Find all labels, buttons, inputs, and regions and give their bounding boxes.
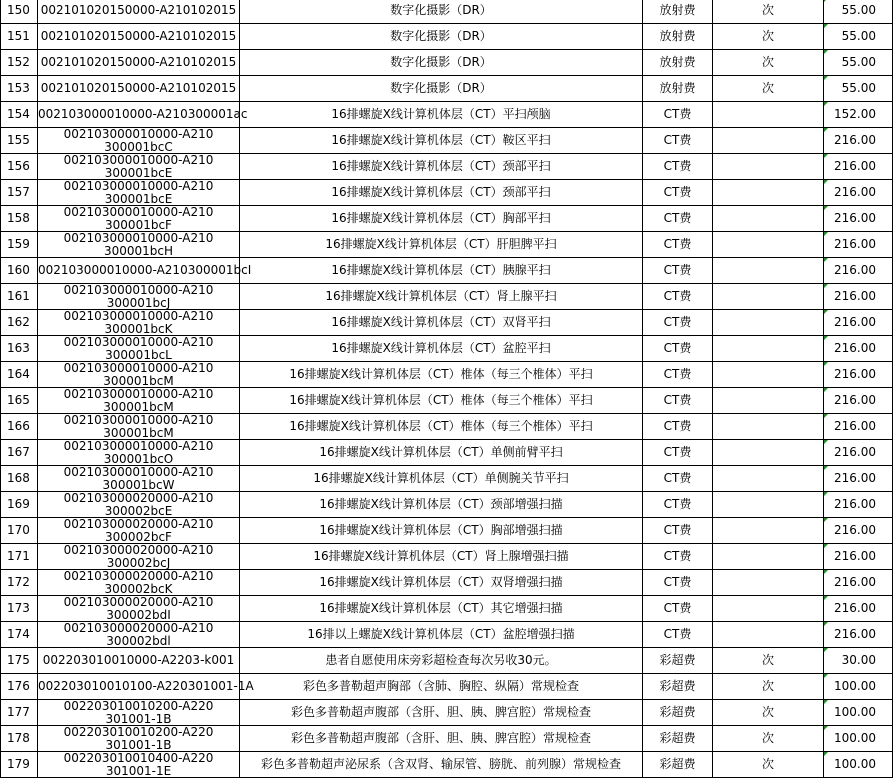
item-code-cell[interactable]: 002101020150000-A210102015	[38, 76, 240, 102]
table-row[interactable]	[1, 648, 893, 674]
item-name-cell[interactable]: 彩色多普勒超声胸部（含肺、胸腔、纵隔）常规检查	[240, 674, 643, 700]
item-code-cell[interactable]	[38, 232, 240, 258]
unit-cell[interactable]	[713, 284, 824, 310]
item-code-cell[interactable]: 002103000010000-A210300001ac	[38, 102, 240, 128]
table-row[interactable]	[1, 752, 893, 778]
price-cell[interactable]: 216.00	[824, 180, 893, 206]
item-code-text: 002103000010000-A210300001bcM	[63, 413, 214, 440]
price-cell[interactable]: 216.00	[824, 440, 893, 466]
row-index-cell[interactable]: 157	[1, 180, 38, 206]
unit-cell[interactable]	[713, 544, 824, 570]
price-cell[interactable]: 152.00	[824, 102, 893, 128]
unit-cell[interactable]: 次	[713, 24, 824, 50]
row-index-cell[interactable]: 178	[1, 726, 38, 752]
item-code-cell[interactable]	[38, 544, 240, 570]
unit-cell[interactable]	[713, 102, 824, 128]
item-name-cell[interactable]: 患者自愿使用床旁彩超检查每次另收30元。	[240, 648, 643, 674]
item-code-text: 002103000010000-A210300001bcC	[63, 127, 214, 154]
price-cell[interactable]: 216.00	[824, 362, 893, 388]
table-row[interactable]	[1, 362, 893, 388]
row-index-cell[interactable]: 155	[1, 128, 38, 154]
item-code-cell[interactable]	[38, 206, 240, 232]
item-code-cell[interactable]	[38, 414, 240, 440]
row-index-cell[interactable]: 174	[1, 622, 38, 648]
fee-category-cell[interactable]: CT费	[643, 232, 713, 258]
item-code-cell[interactable]	[38, 570, 240, 596]
price-cell[interactable]: 100.00	[824, 726, 893, 752]
item-name-cell[interactable]: 彩色多普勒超声泌尿系（含双肾、输尿管、膀胱、前列腺）常规检查	[240, 752, 643, 778]
table-row[interactable]	[1, 180, 893, 206]
price-cell[interactable]: 216.00	[824, 336, 893, 362]
item-code-cell[interactable]: 002103000010000-A210300001bcI	[38, 258, 240, 284]
item-code-text: 002103000010000-A210300001bcL	[63, 335, 214, 362]
table-row[interactable]	[1, 310, 893, 336]
item-code-text: 002103000010000-A210300001bcW	[63, 465, 214, 492]
item-code-text: 002103000010000-A210300001bcM	[63, 387, 214, 414]
price-cell[interactable]: 216.00	[824, 310, 893, 336]
unit-cell[interactable]: 次	[713, 752, 824, 778]
row-index-cell[interactable]: 154	[1, 102, 38, 128]
row-index-cell[interactable]: 156	[1, 154, 38, 180]
item-code-text: 002103000020000-A210300002bcK	[63, 569, 214, 596]
fee-category-cell[interactable]: 放射费	[643, 76, 713, 102]
row-index-cell[interactable]: 165	[1, 388, 38, 414]
price-cell[interactable]: 216.00	[824, 570, 893, 596]
fee-category-cell[interactable]: 放射费	[643, 24, 713, 50]
item-code-cell[interactable]: 002101020150000-A210102015	[38, 24, 240, 50]
item-code-text: 002103000020000-A210300002bcJ	[63, 543, 214, 570]
item-name-cell[interactable]: 彩色多普勒超声腹部（含肝、胆、胰、脾宫腔）常规检查	[240, 726, 643, 752]
unit-cell[interactable]	[713, 622, 824, 648]
item-code-text: 002203010010200-A220301001-1B	[63, 699, 214, 726]
item-name-cell[interactable]: 16排螺旋X线计算机体层（CT）椎体（每三个椎体）平扫	[240, 388, 643, 414]
unit-cell[interactable]	[713, 180, 824, 206]
price-cell[interactable]: 216.00	[824, 232, 893, 258]
unit-cell[interactable]: 次	[713, 76, 824, 102]
fee-category-cell[interactable]: CT费	[643, 206, 713, 232]
item-name-cell[interactable]: 16排螺旋X线计算机体层（CT）单侧前臂平扫	[240, 440, 643, 466]
price-cell[interactable]: 55.00	[824, 0, 893, 24]
item-code-cell[interactable]	[38, 596, 240, 622]
row-index-cell[interactable]: 153	[1, 76, 38, 102]
item-name-cell[interactable]: 16排螺旋X线计算机体层（CT）胰腺平扫	[240, 258, 643, 284]
fee-category-cell[interactable]: CT费	[643, 414, 713, 440]
row-index-cell[interactable]: 173	[1, 596, 38, 622]
item-name-cell[interactable]: 16排螺旋X线计算机体层（CT）颈部平扫	[240, 154, 643, 180]
table-row[interactable]	[1, 154, 893, 180]
item-code-cell[interactable]	[38, 726, 240, 752]
item-code-cell[interactable]: 002101020150000-A210102015	[38, 0, 240, 24]
unit-cell[interactable]	[713, 492, 824, 518]
item-code-cell[interactable]: 002203010010100-A220301001-1A	[38, 674, 240, 700]
table-row[interactable]	[1, 128, 893, 154]
fee-category-cell[interactable]: 彩超费	[643, 674, 713, 700]
table-row[interactable]	[1, 518, 893, 544]
item-code-cell[interactable]	[38, 700, 240, 726]
row-index-cell[interactable]: 164	[1, 362, 38, 388]
table-row[interactable]	[1, 76, 893, 102]
unit-cell[interactable]	[713, 206, 824, 232]
row-index-cell[interactable]: 179	[1, 752, 38, 778]
row-index-cell[interactable]: 175	[1, 648, 38, 674]
fee-category-cell[interactable]: CT费	[643, 544, 713, 570]
row-index-cell[interactable]: 168	[1, 466, 38, 492]
fee-category-cell[interactable]: 彩超费	[643, 648, 713, 674]
price-cell[interactable]: 216.00	[824, 466, 893, 492]
unit-cell[interactable]	[713, 258, 824, 284]
fee-category-cell[interactable]: CT费	[643, 310, 713, 336]
item-name-cell[interactable]: 16排螺旋X线计算机体层（CT）颈部增强扫描	[240, 492, 643, 518]
table-row[interactable]	[1, 24, 893, 50]
row-index-cell[interactable]: 159	[1, 232, 38, 258]
item-name-cell[interactable]: 16排螺旋X线计算机体层（CT）单侧腕关节平扫	[240, 466, 643, 492]
price-cell[interactable]: 216.00	[824, 154, 893, 180]
item-name-cell[interactable]: 数字化摄影（DR）	[240, 50, 643, 76]
item-code-cell[interactable]	[38, 388, 240, 414]
item-code-text: 002103000010000-A210300001bcO	[63, 439, 214, 466]
item-code-text: 002103000020000-A210300002bdl	[63, 621, 214, 648]
item-code-text: 002103000010000-A210300001bcE	[63, 179, 214, 206]
unit-cell[interactable]	[713, 128, 824, 154]
fee-category-cell[interactable]: CT费	[643, 492, 713, 518]
fee-category-cell[interactable]: 彩超费	[643, 700, 713, 726]
price-cell[interactable]: 216.00	[824, 388, 893, 414]
price-cell[interactable]: 216.00	[824, 206, 893, 232]
unit-cell[interactable]: 次	[713, 50, 824, 76]
row-index-cell[interactable]: 158	[1, 206, 38, 232]
fee-category-cell[interactable]: CT费	[643, 518, 713, 544]
price-cell[interactable]: 216.00	[824, 518, 893, 544]
row-index-cell[interactable]: 160	[1, 258, 38, 284]
item-name-cell[interactable]: 彩色多普勒超声腹部（含肝、胆、胰、脾宫腔）常规检查	[240, 700, 643, 726]
item-name-cell[interactable]: 16排螺旋X线计算机体层（CT）双肾增强扫描	[240, 570, 643, 596]
fee-category-cell[interactable]: CT费	[643, 102, 713, 128]
item-code-cell[interactable]	[38, 492, 240, 518]
item-name-cell[interactable]: 16排螺旋X线计算机体层（CT）胸部平扫	[240, 206, 643, 232]
price-cell[interactable]: 216.00	[824, 128, 893, 154]
item-name-cell[interactable]: 16排螺旋X线计算机体层（CT）胸部增强扫描	[240, 518, 643, 544]
item-code-text: 002203010010400-A220301001-1E	[63, 751, 214, 778]
fee-category-cell[interactable]: CT费	[643, 336, 713, 362]
item-code-cell[interactable]	[38, 284, 240, 310]
table-row[interactable]	[1, 674, 893, 700]
item-code-cell[interactable]	[38, 128, 240, 154]
item-code-text: 002103000010000-A210300001bcH	[63, 231, 214, 258]
item-code-text: 002103000010000-A210300001bcK	[63, 309, 214, 336]
item-code-cell[interactable]	[38, 752, 240, 778]
table-row[interactable]	[1, 232, 893, 258]
table-row[interactable]	[1, 466, 893, 492]
item-name-cell[interactable]: 16排螺旋X线计算机体层（CT）盆腔平扫	[240, 336, 643, 362]
price-cell[interactable]: 55.00	[824, 76, 893, 102]
table-row[interactable]	[1, 440, 893, 466]
item-code-text: 002103000020000-A210300002bdI	[63, 595, 214, 622]
table-row[interactable]	[1, 206, 893, 232]
row-index-cell[interactable]: 176	[1, 674, 38, 700]
unit-cell[interactable]	[713, 466, 824, 492]
item-code-cell[interactable]	[38, 310, 240, 336]
table-row[interactable]	[1, 284, 893, 310]
fee-category-cell[interactable]: CT费	[643, 388, 713, 414]
unit-cell[interactable]	[713, 518, 824, 544]
fee-category-cell[interactable]: CT费	[643, 440, 713, 466]
item-code-cell[interactable]	[38, 180, 240, 206]
unit-cell[interactable]: 次	[713, 0, 824, 24]
price-cell[interactable]: 100.00	[824, 700, 893, 726]
item-name-cell[interactable]: 16排螺旋X线计算机体层（CT）其它增强扫描	[240, 596, 643, 622]
fee-category-cell[interactable]: CT费	[643, 284, 713, 310]
item-code-cell[interactable]	[38, 466, 240, 492]
unit-cell[interactable]	[713, 414, 824, 440]
table-row[interactable]	[1, 622, 893, 648]
price-cell[interactable]: 100.00	[824, 752, 893, 778]
item-name-cell[interactable]: 16排螺旋X线计算机体层（CT）鞍区平扫	[240, 128, 643, 154]
price-cell[interactable]: 216.00	[824, 284, 893, 310]
price-cell[interactable]: 30.00	[824, 648, 893, 674]
price-cell[interactable]: 216.00	[824, 258, 893, 284]
unit-cell[interactable]: 次	[713, 700, 824, 726]
price-cell[interactable]: 216.00	[824, 492, 893, 518]
row-index-cell[interactable]: 172	[1, 570, 38, 596]
item-code-cell[interactable]	[38, 622, 240, 648]
unit-cell[interactable]	[713, 336, 824, 362]
price-cell[interactable]: 216.00	[824, 596, 893, 622]
row-index-cell[interactable]: 171	[1, 544, 38, 570]
row-index-cell[interactable]: 161	[1, 284, 38, 310]
table-row[interactable]	[1, 258, 893, 284]
table-row[interactable]	[1, 336, 893, 362]
row-index-cell[interactable]: 151	[1, 24, 38, 50]
table-row[interactable]	[1, 700, 893, 726]
table-row[interactable]	[1, 414, 893, 440]
item-code-cell[interactable]	[38, 518, 240, 544]
row-index-cell[interactable]: 169	[1, 492, 38, 518]
price-cell[interactable]: 216.00	[824, 622, 893, 648]
item-name-cell[interactable]: 16排螺旋X线计算机体层（CT）肾上腺平扫	[240, 284, 643, 310]
item-code-cell[interactable]	[38, 154, 240, 180]
item-name-cell[interactable]: 16排螺旋X线计算机体层（CT）椎体（每三个椎体）平扫	[240, 362, 643, 388]
item-code-cell[interactable]	[38, 336, 240, 362]
fee-category-cell[interactable]: 彩超费	[643, 726, 713, 752]
item-name-cell[interactable]: 16排螺旋X线计算机体层（CT）颈部平扫	[240, 180, 643, 206]
fee-category-cell[interactable]: CT费	[643, 154, 713, 180]
table-row[interactable]	[1, 492, 893, 518]
table-row[interactable]	[1, 102, 893, 128]
item-code-text: 002103000020000-A210300002bcF	[63, 517, 214, 544]
row-index-cell[interactable]: 162	[1, 310, 38, 336]
fee-category-cell[interactable]: 放射费	[643, 0, 713, 24]
item-code-cell[interactable]: 002101020150000-A210102015	[38, 50, 240, 76]
price-cell[interactable]: 216.00	[824, 414, 893, 440]
item-code-text: 002203010010200-A220301001-1B	[63, 725, 214, 752]
price-cell[interactable]: 216.00	[824, 544, 893, 570]
table-row[interactable]	[1, 0, 893, 24]
fee-category-cell[interactable]: CT费	[643, 570, 713, 596]
item-code-text: 002103000010000-A210300001bcF	[63, 205, 214, 232]
item-code-text: 002103000020000-A210300002bcE	[63, 491, 214, 518]
unit-cell[interactable]	[713, 232, 824, 258]
row-index-cell[interactable]: 167	[1, 440, 38, 466]
unit-cell[interactable]: 次	[713, 726, 824, 752]
table-row[interactable]	[1, 596, 893, 622]
fee-category-cell[interactable]: CT费	[643, 596, 713, 622]
fee-category-cell[interactable]: CT费	[643, 466, 713, 492]
fee-category-cell[interactable]: CT费	[643, 362, 713, 388]
unit-cell[interactable]	[713, 154, 824, 180]
item-code-text: 002103000010000-A210300001bcE	[63, 153, 214, 180]
item-code-text: 002103000010000-A210300001bcM	[63, 361, 214, 388]
item-name-cell[interactable]: 16排螺旋X线计算机体层（CT）肾上腺增强扫描	[240, 544, 643, 570]
table-row[interactable]	[1, 388, 893, 414]
unit-cell[interactable]	[713, 362, 824, 388]
item-name-cell[interactable]: 16排螺旋X线计算机体层（CT）椎体（每三个椎体）平扫	[240, 414, 643, 440]
row-index-cell[interactable]: 163	[1, 336, 38, 362]
unit-cell[interactable]	[713, 310, 824, 336]
fee-table-body	[1, 0, 893, 778]
unit-cell[interactable]	[713, 596, 824, 622]
unit-cell[interactable]	[713, 570, 824, 596]
fee-category-cell[interactable]: CT费	[643, 258, 713, 284]
table-row[interactable]	[1, 544, 893, 570]
price-cell[interactable]: 55.00	[824, 50, 893, 76]
table-row[interactable]	[1, 570, 893, 596]
item-code-cell[interactable]	[38, 362, 240, 388]
row-index-cell[interactable]: 177	[1, 700, 38, 726]
fee-category-cell[interactable]: CT费	[643, 180, 713, 206]
price-cell[interactable]: 100.00	[824, 674, 893, 700]
unit-cell[interactable]: 次	[713, 648, 824, 674]
item-name-cell[interactable]: 数字化摄影（DR）	[240, 76, 643, 102]
row-index-cell[interactable]: 166	[1, 414, 38, 440]
item-code-text: 002103000010000-A210300001bcJ	[63, 283, 214, 310]
item-name-cell[interactable]: 数字化摄影（DR）	[240, 24, 643, 50]
fee-category-cell[interactable]: CT费	[643, 128, 713, 154]
price-cell[interactable]: 55.00	[824, 24, 893, 50]
item-name-cell[interactable]: 数字化摄影（DR）	[240, 0, 643, 24]
item-code-cell[interactable]: 002203010010000-A2203-k001	[38, 648, 240, 674]
fee-category-cell[interactable]: 放射费	[643, 50, 713, 76]
item-name-cell[interactable]: 16排螺旋X线计算机体层（CT）双肾平扫	[240, 310, 643, 336]
unit-cell[interactable]	[713, 388, 824, 414]
item-name-cell[interactable]: 16排以上螺旋X线计算机体层（CT）盆腔增强扫描	[240, 622, 643, 648]
item-name-cell[interactable]: 16排螺旋X线计算机体层（CT）肝胆脾平扫	[240, 232, 643, 258]
item-name-cell[interactable]: 16排螺旋X线计算机体层（CT）平扫颅脑	[240, 102, 643, 128]
item-code-cell[interactable]	[38, 440, 240, 466]
row-index-cell[interactable]: 152	[1, 50, 38, 76]
unit-cell[interactable]: 次	[713, 674, 824, 700]
fee-category-cell[interactable]: 彩超费	[643, 752, 713, 778]
fee-category-cell[interactable]: CT费	[643, 622, 713, 648]
unit-cell[interactable]	[713, 440, 824, 466]
row-index-cell[interactable]: 150	[1, 0, 38, 24]
table-row[interactable]	[1, 50, 893, 76]
row-index-cell[interactable]: 170	[1, 518, 38, 544]
table-row[interactable]	[1, 726, 893, 752]
